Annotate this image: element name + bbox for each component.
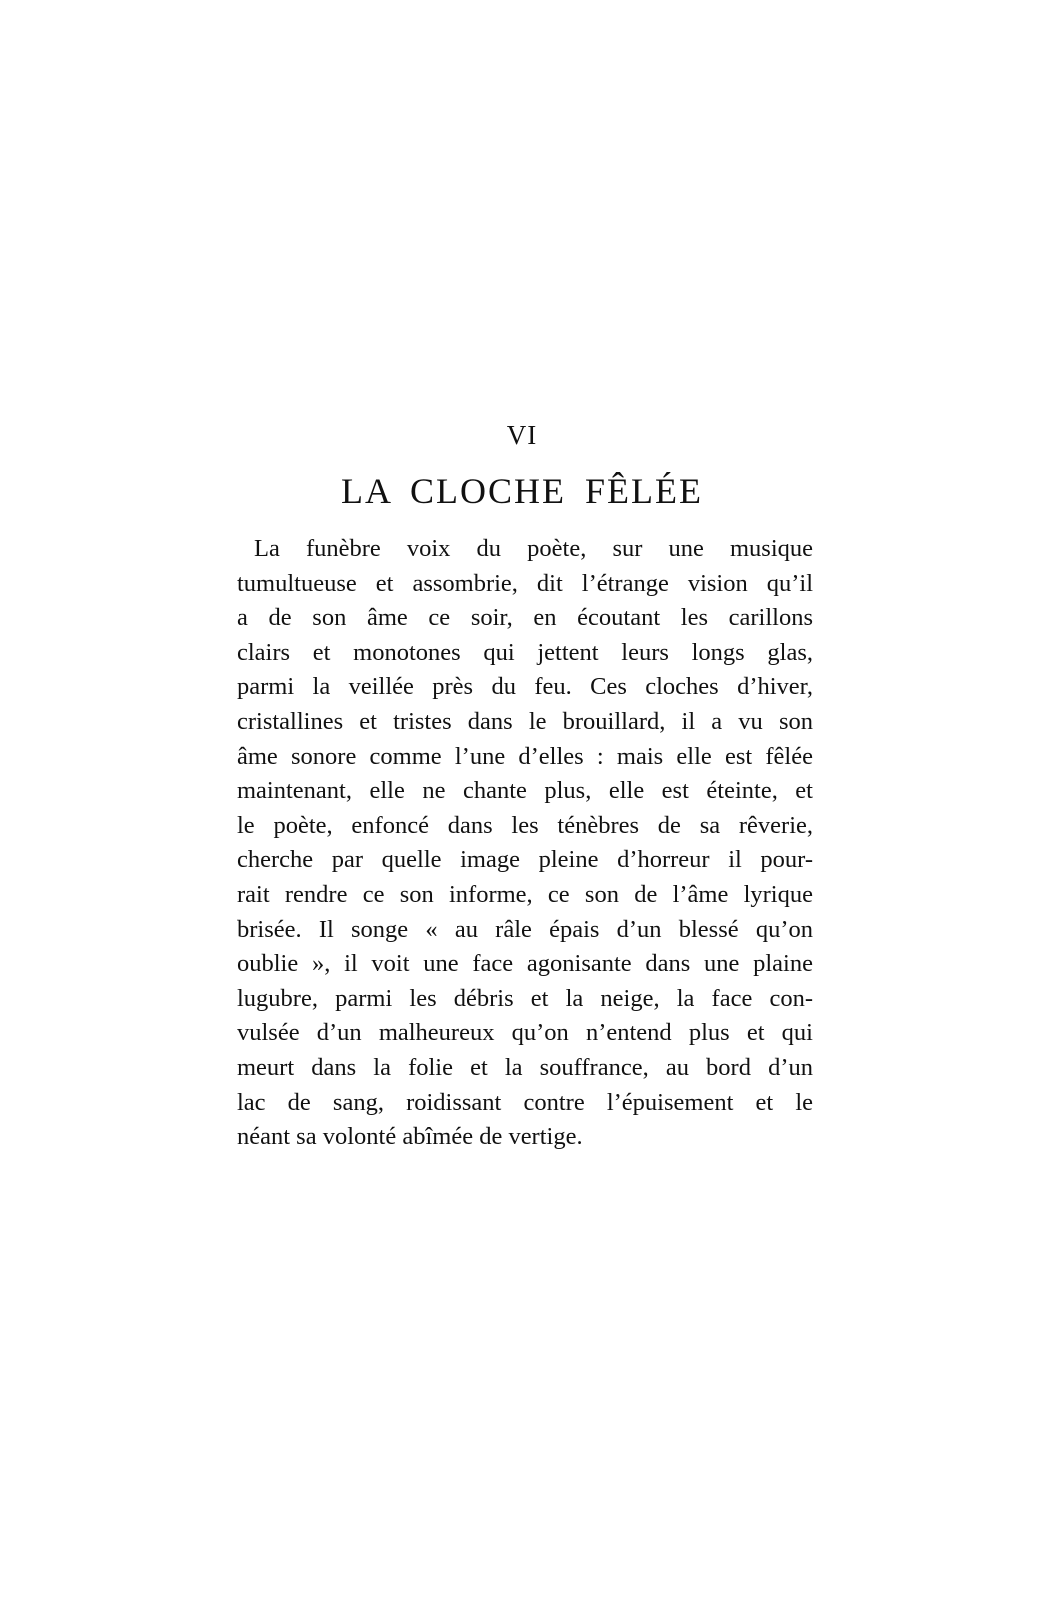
text-line [237,1120,813,1155]
text-line [237,532,813,567]
text-line-content: âme sonore comme l’une d’elles : mais elle est fêlée [237,742,813,770]
text-line [237,567,813,602]
text-line [237,913,813,948]
text-line [237,740,813,775]
chapter-number: VI [506,420,538,450]
text-line [237,1051,813,1086]
text-line [237,774,813,809]
text-line-content: le poète, enfoncé dans les ténèbres de sa rêverie, [237,811,813,839]
text-line [237,809,813,844]
text-line-content: rait rendre ce son informe, ce son de l’âme lyrique [237,880,813,908]
text-line-content: vulsée d’un malheureux qu’on n’entend plus et qui [237,1019,813,1047]
text-line-content: cristallines et tristes dans le brouillard, il a vu son [237,707,813,735]
text-line-content: cherche par quelle image pleine d’horreur il pour- [237,846,813,874]
text-line [237,878,813,913]
text-line-content: clairs et monotones qui jettent leurs longs glas, [237,638,813,666]
text-line-content: néant sa volonté abîmée de vertige. [237,1123,583,1151]
body-paragraph [237,532,813,1155]
text-line [237,601,813,636]
text-line [237,1086,813,1121]
text-line-content: oublie », il voit une face agonisante dans une plaine [237,950,813,978]
text-line [237,843,813,878]
text-line-content: maintenant, elle ne chante plus, elle est éteinte, et [237,777,813,805]
text-line-content: La funèbre voix du poète, sur une musique [254,535,813,562]
text-line-content: brisée. Il songe « au râle épais d’un blessé qu’on [237,915,813,943]
text-line-content: lugubre, parmi les débris et la neige, la face con- [237,984,813,1012]
text-line [237,670,813,705]
text-line [237,982,813,1017]
text-line-content: a de son âme ce soir, en écoutant les carillons [237,604,813,632]
text-line [237,947,813,982]
text-line [237,636,813,671]
text-line-content: tumultueuse et assombrie, dit l’étrange vision qu’il [237,569,813,597]
text-line [237,705,813,740]
chapter-title: LA CLOCHE FÊLÉE [341,471,703,511]
text-line-content: meurt dans la folie et la souffrance, au bord d’un [237,1053,813,1081]
text-line [237,1016,813,1051]
text-line-content: lac de sang, roidissant contre l’épuisement et le [237,1088,813,1116]
text-line-content: parmi la veillée près du feu. Ces cloches d’hiver, [237,673,813,701]
